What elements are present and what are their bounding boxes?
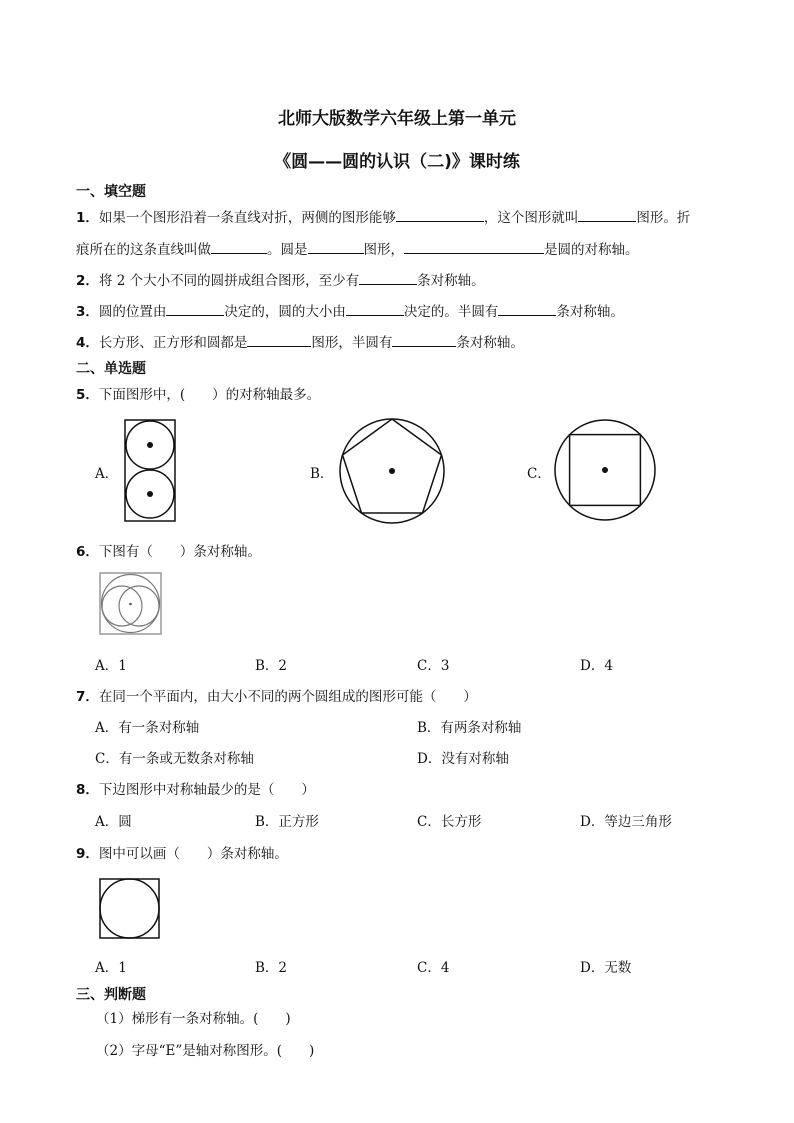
answer-blank[interactable] bbox=[498, 301, 556, 316]
question-text: 图中可以画（ ）条对称轴。 bbox=[98, 846, 288, 862]
page-subtitle: 《圆——圆的认识（二)》课时练 bbox=[274, 152, 520, 172]
option-a[interactable]: A． bbox=[95, 466, 119, 482]
option-b[interactable]: B．2 bbox=[255, 658, 288, 674]
question-5 bbox=[76, 383, 320, 403]
question-text: 在同一个平面内，由大小不同的两个圆组成的图形可能（ ） bbox=[98, 689, 477, 705]
question-text: 长方形、正方形和圆都是 bbox=[98, 335, 248, 351]
question-text: 下图有（ ）条对称轴。 bbox=[98, 544, 261, 560]
section-true-false: 三、判断题 bbox=[76, 987, 146, 1003]
question-text: 图形，半圆有 bbox=[311, 335, 393, 351]
answer-blank[interactable] bbox=[247, 332, 311, 347]
square-in-circle-figure bbox=[553, 418, 657, 522]
question-text: 条对称轴。 bbox=[417, 273, 485, 289]
question-2 bbox=[76, 269, 485, 289]
question-text: 下面图形中，( ）的对称轴最多。 bbox=[98, 387, 321, 403]
section-single-choice: 二、单选题 bbox=[76, 361, 146, 377]
question-number: 1． bbox=[76, 210, 99, 226]
option-a[interactable]: A．1 bbox=[95, 658, 127, 674]
option-a[interactable]: A．有一条对称轴 bbox=[95, 720, 200, 736]
option-c[interactable]: C．3 bbox=[417, 658, 450, 674]
option-b[interactable]: B．2 bbox=[255, 960, 288, 976]
answer-blank[interactable] bbox=[578, 207, 636, 222]
question-number: 8． bbox=[76, 782, 99, 798]
question-4 bbox=[76, 331, 524, 351]
question-8 bbox=[76, 778, 315, 798]
question-text: 图形， bbox=[363, 242, 404, 258]
overlapping-circles-figure bbox=[99, 572, 163, 636]
option-d[interactable]: D．等边三角形 bbox=[580, 814, 672, 830]
question-text: 将 2 个大小不同的圆拼成组合图形，至少有 bbox=[98, 273, 360, 289]
answer-blank[interactable] bbox=[211, 239, 267, 254]
question-text: 。圆是 bbox=[267, 242, 308, 258]
question-number: 6． bbox=[76, 544, 99, 560]
answer-blank[interactable] bbox=[308, 239, 364, 254]
answer-blank[interactable] bbox=[404, 239, 544, 254]
answer-blank[interactable] bbox=[359, 270, 417, 285]
judge-item-1[interactable]: （1）梯形有一条对称轴。( ) bbox=[96, 1011, 291, 1027]
question-text: 条对称轴。 bbox=[556, 304, 624, 320]
question-9 bbox=[76, 842, 288, 862]
question-text: 决定的，圆的大小由 bbox=[224, 304, 346, 320]
question-text: 圆的位置由 bbox=[98, 304, 167, 320]
question-7 bbox=[76, 685, 477, 705]
option-a[interactable]: A．圆 bbox=[95, 814, 132, 830]
answer-blank[interactable] bbox=[166, 301, 224, 316]
question-1-line-2 bbox=[76, 238, 639, 258]
question-text: 决定的。半圆有 bbox=[403, 304, 499, 320]
pentagon-in-circle-figure bbox=[338, 417, 446, 525]
option-c[interactable]: C．4 bbox=[417, 960, 450, 976]
answer-blank[interactable] bbox=[396, 207, 484, 222]
section-fill-blank: 一、填空题 bbox=[76, 184, 146, 200]
answer-blank[interactable] bbox=[392, 332, 456, 347]
question-number: 2． bbox=[76, 273, 99, 289]
circle-in-square-figure bbox=[98, 877, 162, 941]
question-number: 5． bbox=[76, 387, 99, 403]
option-c[interactable]: C．长方形 bbox=[417, 814, 482, 830]
question-text: ，这个图形就叫 bbox=[483, 210, 579, 226]
question-text: 下边图形中对称轴最少的是（ ） bbox=[98, 782, 315, 798]
answer-blank[interactable] bbox=[346, 301, 404, 316]
option-c[interactable]: C．有一条或无数条对称轴 bbox=[95, 751, 254, 767]
question-number: 9． bbox=[76, 846, 99, 862]
question-1-line-1 bbox=[76, 206, 690, 226]
option-b[interactable]: B．有两条对称轴 bbox=[417, 720, 522, 736]
question-number: 3． bbox=[76, 304, 99, 320]
question-text: 是圆的对称轴。 bbox=[544, 242, 639, 258]
option-d[interactable]: D．没有对称轴 bbox=[417, 751, 509, 767]
option-c[interactable]: C． bbox=[527, 466, 551, 482]
question-3 bbox=[76, 300, 624, 320]
option-a[interactable]: A．1 bbox=[95, 960, 127, 976]
option-d[interactable]: D．4 bbox=[580, 658, 613, 674]
option-b[interactable]: B． bbox=[310, 466, 334, 482]
question-number: 7． bbox=[76, 689, 99, 705]
question-number: 4． bbox=[76, 335, 99, 351]
question-text: 条对称轴。 bbox=[456, 335, 524, 351]
page-title: 北师大版数学六年级上第一单元 bbox=[278, 109, 516, 129]
question-text: 痕所在的这条直线叫做 bbox=[76, 242, 211, 258]
two-circles-in-rectangle-figure bbox=[122, 418, 180, 524]
option-d[interactable]: D．无数 bbox=[580, 960, 632, 976]
question-6 bbox=[76, 540, 261, 560]
question-text: 图形。折 bbox=[636, 210, 691, 226]
question-text: 如果一个图形沿着一条直线对折，两侧的图形能够 bbox=[98, 210, 396, 226]
option-b[interactable]: B．正方形 bbox=[255, 814, 319, 830]
judge-item-2[interactable]: （2）字母“E”是轴对称图形。( ) bbox=[96, 1043, 315, 1059]
